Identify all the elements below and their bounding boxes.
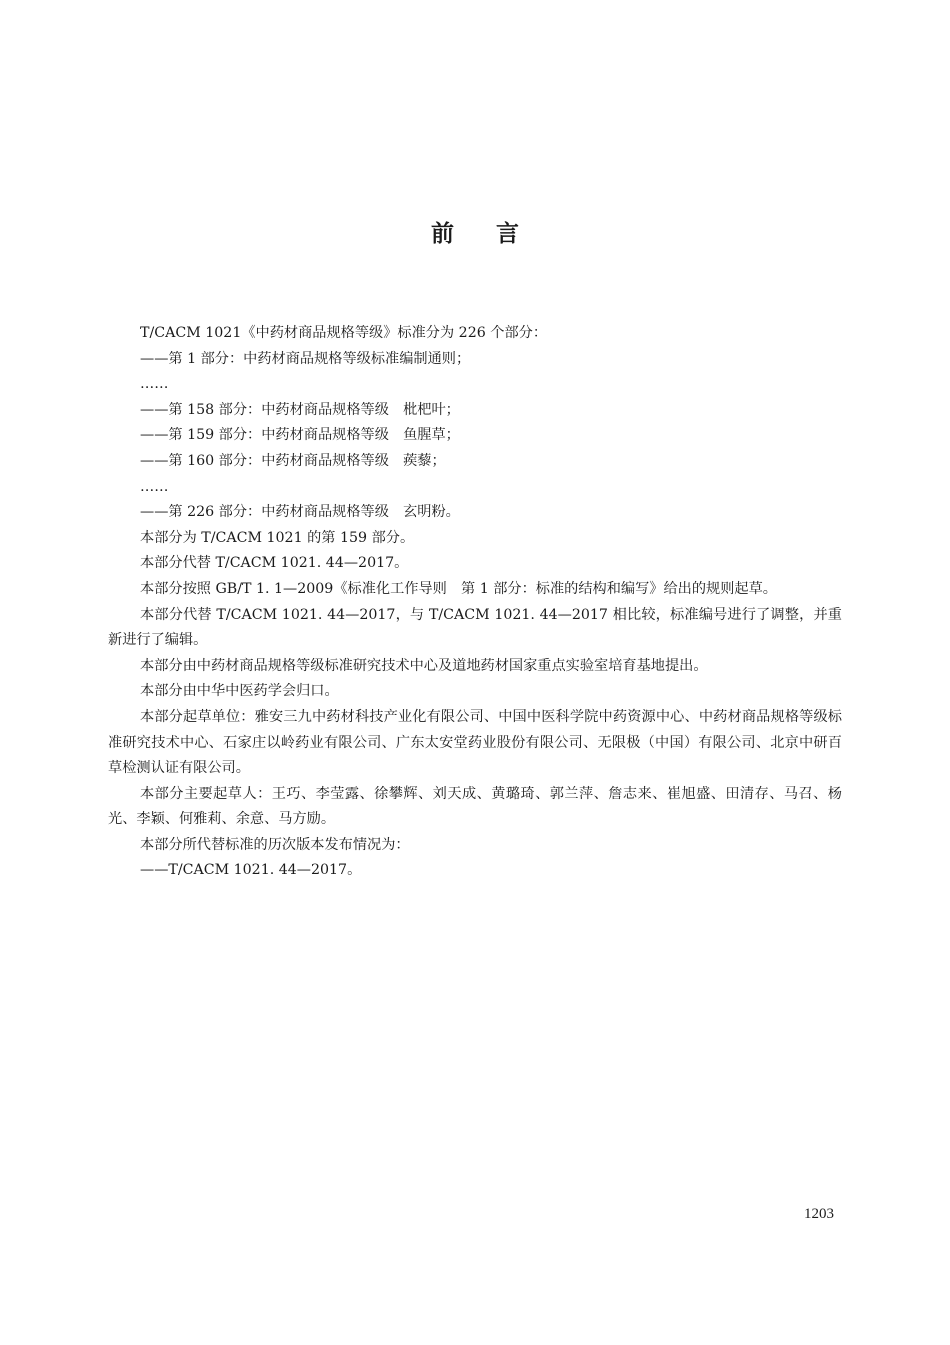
paragraph-history-intro: 本部分所代替标准的历次版本发布情况为：	[140, 836, 410, 853]
paragraph-proposer: 本部分由中药材商品规格等级标准研究技术中心及道地药材国家重点实验室培育基地提出。	[140, 657, 708, 674]
paragraph-part-statement: 本部分为 T/CACM 1021 的第 159 部分。	[140, 529, 415, 546]
list-item-part-158: ——第 158 部分：中药材商品规格等级 枇杷叶；	[140, 401, 460, 418]
list-ellipsis: ……	[140, 478, 169, 495]
list-item-history: ——T/CACM 1021. 44—2017。	[140, 862, 362, 879]
paragraph-attribution: 本部分由中华中医药学会归口。	[140, 683, 339, 700]
paragraph-replaces: 本部分代替 T/CACM 1021. 44—2017。	[140, 555, 409, 572]
list-item-part-160: ——第 160 部分：中药材商品规格等级 蒺藜；	[140, 452, 446, 469]
list-item-part-1: ——第 1 部分：中药材商品规格等级标准编制通则；	[140, 350, 471, 367]
paragraph-changes: 本部分代替 T/CACM 1021. 44—2017，与 T/CACM 1021. 44—2017 相比较，标准编号进行了调整，并重新进行了编辑。	[108, 606, 842, 649]
page-number: 1203	[804, 1206, 834, 1222]
paragraph-parts-intro: T/CACM 1021《中药材商品规格等级》标准分为 226 个部分：	[140, 325, 548, 341]
list-item-part-226: ——第 226 部分：中药材商品规格等级 玄明粉。	[140, 504, 460, 521]
paragraph-drafters: 本部分主要起草人：王巧、李莹露、徐攀辉、刘天成、黄璐琦、郭兰萍、詹志来、崔旭盛、田清存、马召、杨光、李颖、何雅莉、余意、马方励。	[108, 785, 842, 828]
list-item-part-159: ——第 159 部分：中药材商品规格等级 鱼腥草；	[140, 427, 460, 444]
document-body	[108, 321, 842, 884]
page-title: 前言	[431, 221, 561, 247]
list-ellipsis: ……	[140, 376, 169, 393]
paragraph-drafting-units: 本部分起草单位：雅安三九中药材科技产业化有限公司、中国中医科学院中药资源中心、中药材商品规格等级标准研究技术中心、石家庄以岭药业有限公司、广东太安堂药业股份有限公司、无限极（中国）有限公司、北京中研百草检测认证有限公司。	[108, 708, 842, 777]
paragraph-drafting-rules: 本部分按照 GB/T 1. 1—2009《标准化工作导则 第 1 部分：标准的结构和编写》给出的规则起草。	[140, 580, 777, 597]
